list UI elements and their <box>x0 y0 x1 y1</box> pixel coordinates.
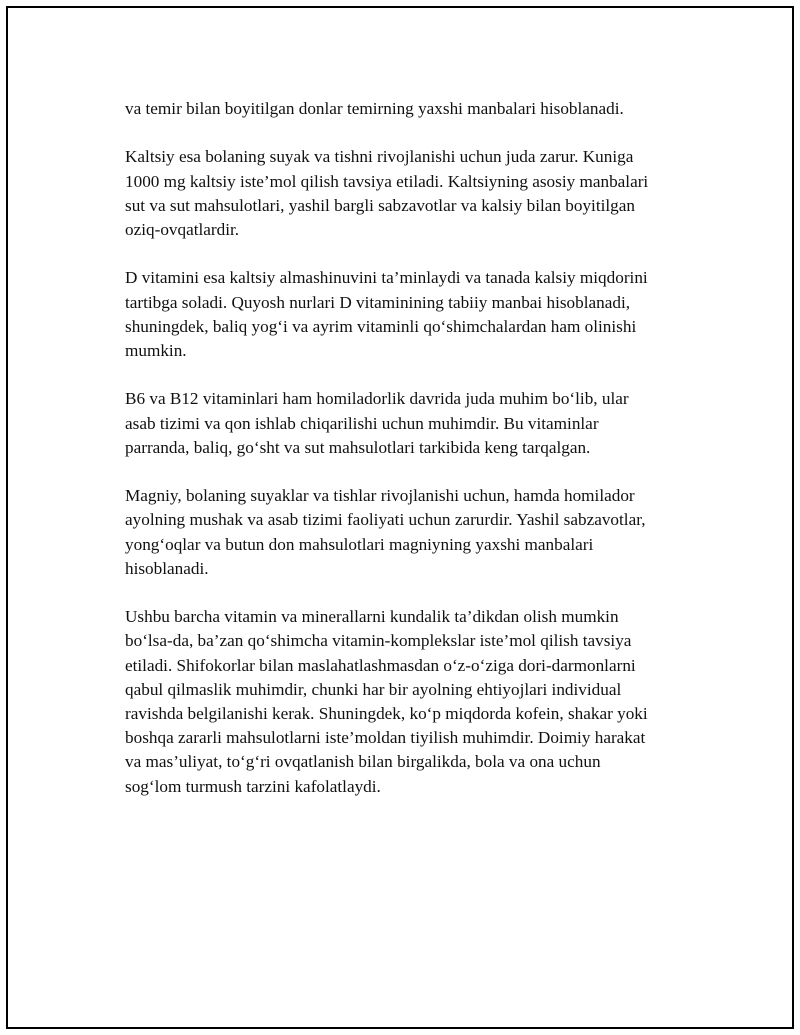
paragraph-calcium <box>125 145 725 242</box>
text-line: sut va sut mahsulotlari, yashil bargli sabzavotlar va kalsiy bilan boyitilgan <box>125 195 635 215</box>
text-line: Magniy, bolaning suyaklar va tishlar rivojlanishi uchun, hamda homilador <box>125 486 635 506</box>
paragraph-vitamin-b <box>125 387 725 460</box>
text-line: boshqa zararli mahsulotlarni iste’moldan tiyilish muhimdir. Doimiy harakat <box>125 728 646 748</box>
text-line: sog‘lom turmush tarzini kafolatlaydi. <box>125 776 381 796</box>
text-line: parranda, baliq, go‘sht va sut mahsulotlari tarkibida keng tarqalgan. <box>125 437 591 457</box>
document-body <box>125 97 725 823</box>
text-line: etiladi. Shifokorlar bilan maslahatlashmasdan o‘z-o‘ziga dori-darmonlarni <box>125 655 636 675</box>
text-line: ravishda belgilanishi kerak. Shuningdek, ko‘p miqdorda kofein, shakar yoki <box>125 704 648 723</box>
text-line: D vitamini esa kaltsiy almashinuvini ta’minlaydi va tanada kalsiy miqdorini <box>125 268 648 288</box>
paragraph-magnesium <box>125 484 725 581</box>
text-line: mumkin. <box>125 341 187 360</box>
text-line: 1000 mg kaltsiy iste’mol qilish tavsiya etiladi. Kaltsiyning asosiy manbalari <box>125 171 649 191</box>
paragraph-vitamin-d <box>125 266 725 363</box>
text-line: shuningdek, baliq yog‘i va ayrim vitaminli qo‘shimchalardan ham olinishi <box>125 316 637 336</box>
text-line: va temir bilan boyitilgan donlar temirning yaxshi manbalari hisoblanadi. <box>125 99 624 118</box>
text-line: va mas’uliyat, to‘g‘ri ovqatlanish bilan birgalikda, bola va ona uchun <box>125 752 601 772</box>
text-line: yong‘oqlar va butun don mahsulotlari magniyning yaxshi manbalari <box>125 534 594 554</box>
text-line: qabul qilmaslik muhimdir, chunki har bir ayolning ehtiyojlari individual <box>125 679 622 699</box>
text-line: Kaltsiy esa bolaning suyak va tishni rivojlanishi uchun juda zarur. Kuniga <box>125 147 634 167</box>
text-line: Ushbu barcha vitamin va minerallarni kundalik ta’dikdan olish mumkin <box>125 607 619 627</box>
text-line: hisoblanadi. <box>125 558 209 578</box>
text-line: B6 va B12 vitaminlari ham homiladorlik davrida juda muhim bo‘lib, ular <box>125 389 629 409</box>
paragraph-conclusion <box>125 605 725 799</box>
paragraph-iron-sources <box>125 97 725 121</box>
text-line: tartibga soladi. Quyosh nurlari D vitaminining tabiiy manbai hisoblanadi, <box>125 292 631 312</box>
text-line: oziq-ovqatlardir. <box>125 220 240 239</box>
text-line: asab tizimi va qon ishlab chiqarilishi uchun muhimdir. Bu vitaminlar <box>125 413 599 433</box>
page-frame <box>6 6 794 1029</box>
text-line: ayolning mushak va asab tizimi faoliyati uchun zarurdir. Yashil sabzavotlar, <box>125 510 646 530</box>
text-line: bo‘lsa-da, ba’zan qo‘shimcha vitamin-komplekslar iste’mol qilish tavsiya <box>125 631 632 651</box>
